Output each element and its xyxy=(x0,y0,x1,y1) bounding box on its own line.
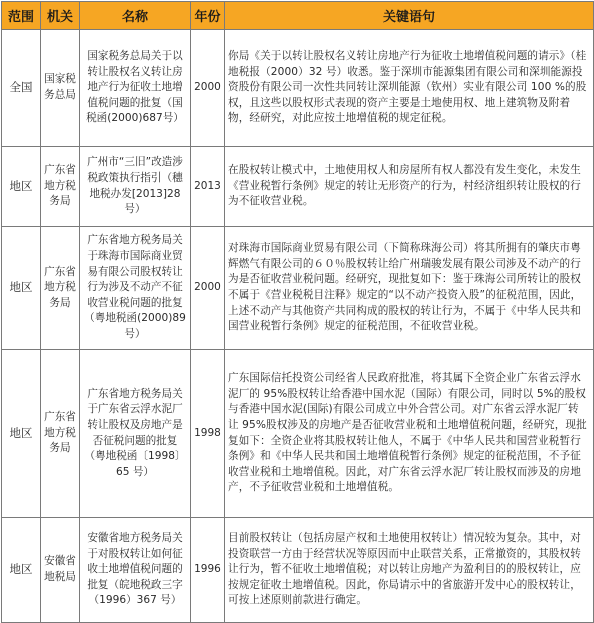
cell-scope: 地区 xyxy=(2,147,41,227)
cell-scope: 地区 xyxy=(2,518,41,623)
cell-key-statement xyxy=(225,518,594,623)
header-name: 名称 xyxy=(80,2,191,30)
cell-key-statement-text: 在股权转让模式中，土地使用权人和房屋所有权人都没有发生变化，未发生《营业税暂行条例》规定的转让无形资产的行为，村经济组织转让股权的行为不征收营业税。 xyxy=(228,164,581,208)
table-row xyxy=(2,147,594,227)
cell-document-name-text: 安徽省地方税务局关于对股权转让如何征收土地增值税问题的批复（皖地税政三字（1996）367 号） xyxy=(87,532,183,607)
table-row xyxy=(2,30,594,147)
cell-agency xyxy=(41,518,80,623)
cell-key-statement-text: 对珠海市国际商业贸易有限公司（下简称珠海公司）将其所拥有的肇庆市粤辉燃气有限公司的６０％股权转让给广州瑞骏发展有限公司涉及不动产的行为是否征收营业税问题。经研究，现批复如下：鉴于珠海公司所转让的股权不属于《营业税税目注释》规定的“以不动产投资入股”的征税范围，因此，上述不动产与其他资产共同构成的股权的转让行为，不属于《中华人民共和国营业税暂行条例》规定的征税范围，不征收营业税。 xyxy=(228,242,582,333)
cell-agency-text: 安徽省地税局 xyxy=(44,555,76,583)
cell-document-name-text: 广东省地方税务局关于广东省云浮水泥厂转让股权及房地产是否征税问题的批复（粤地税函〔1998〕65 号） xyxy=(84,387,186,478)
cell-year: 2000 xyxy=(191,30,225,147)
cell-key-statement-text: 目前股权转让（包括房屋产权和土地使用权转让）情况较为复杂。其中，对投资联营一方由于经营状况等原因而中止联营关系，正常撤资的，其股权转让行为，暂不征收土地增值税；对以转让房地产为盈利目的的股权转让，应按规定征收土地增值税。因此，你局请示中的省旅游开发中心的股权转让，可按上述原则前款进行确定。 xyxy=(228,532,581,607)
cell-agency-text: 广东省地方税务局 xyxy=(44,164,76,208)
cell-year: 1998 xyxy=(191,350,225,518)
table-row xyxy=(2,350,594,518)
cell-scope: 地区 xyxy=(2,227,41,350)
tax-ruling-table xyxy=(1,1,594,623)
cell-document-name xyxy=(80,518,191,623)
table-row xyxy=(2,518,594,623)
cell-agency xyxy=(41,147,80,227)
cell-scope: 地区 xyxy=(2,350,41,518)
header-year: 年份 xyxy=(191,2,225,30)
cell-scope: 全国 xyxy=(2,30,41,147)
cell-key-statement xyxy=(225,350,594,518)
cell-year: 1996 xyxy=(191,518,225,623)
cell-document-name xyxy=(80,227,191,350)
cell-agency-text: 广东省地方税务局 xyxy=(44,265,76,309)
cell-agency-text: 广东省地方税务局 xyxy=(44,411,76,455)
cell-document-name xyxy=(80,30,191,147)
cell-document-name xyxy=(80,147,191,227)
cell-agency xyxy=(41,350,80,518)
cell-agency xyxy=(41,227,80,350)
cell-document-name-text: 国家税务总局关于以转让股权名义转让房地产行为征收土地增值税问题的批复（国税函(2000)687号） xyxy=(86,50,184,125)
cell-document-name-text: 广东省地方税务局关于珠海市国际商业贸易有限公司股权转让行为涉及不动产不征收营业税问题的批复（粤地税函(2000)89 号） xyxy=(84,234,186,340)
cell-year: 2013 xyxy=(191,147,225,227)
cell-key-statement-text: 广东国际信托投资公司经省人民政府批准，将其属下全资企业广东省云浮水泥厂的 95%股权转让给香港中国水泥（国际）有限公司，同时以 5%的股权与香港中国水泥(国际)有限公司成立中外合营公司。对广东省云浮水泥厂转让 95%股权涉及的房地产是否征收营业税和土地增值税问题，经研究，现批复如下：全资企业将其股权转让他人，不属于《中华人民共和国营业税暂行条例》和《中华人民共和国土地增值税暂行条例》规定的征税范围，不予征收营业税和土地增值税。因此，对广东省云浮水泥厂转让股权而涉及的房地产，不予征收营业税和土地增值税。 xyxy=(228,372,587,494)
cell-key-statement-text: 你局《关于以转让股权名义转让房地产行为征收土地增值税问题的请示》（桂地税报（2000）32 号）收悉。鉴于深圳市能源集团有限公司和深圳能源投资股份有限公司一次性共同转让深圳能源（钦州）实业有限公司 100 %的股权，且这些以股权形式表现的资产主要是土地使用权、地上建筑物及附着物，经研究，对此应按土地增值税的规定征税。 xyxy=(228,50,587,125)
cell-agency xyxy=(41,30,80,147)
cell-year: 2000 xyxy=(191,227,225,350)
cell-key-statement xyxy=(225,147,594,227)
cell-agency-text: 国家税务总局 xyxy=(44,73,76,101)
table-header-row xyxy=(2,2,594,30)
table-row xyxy=(2,227,594,350)
cell-document-name-text: 广州市“三旧”改造涉税政策执行指引（穗地税办发[2013]28 号） xyxy=(87,156,183,216)
cell-key-statement xyxy=(225,227,594,350)
cell-document-name xyxy=(80,350,191,518)
header-agency: 机关 xyxy=(41,2,80,30)
header-key-statement: 关键语句 xyxy=(225,2,594,30)
cell-key-statement xyxy=(225,30,594,147)
header-scope: 范围 xyxy=(2,2,41,30)
